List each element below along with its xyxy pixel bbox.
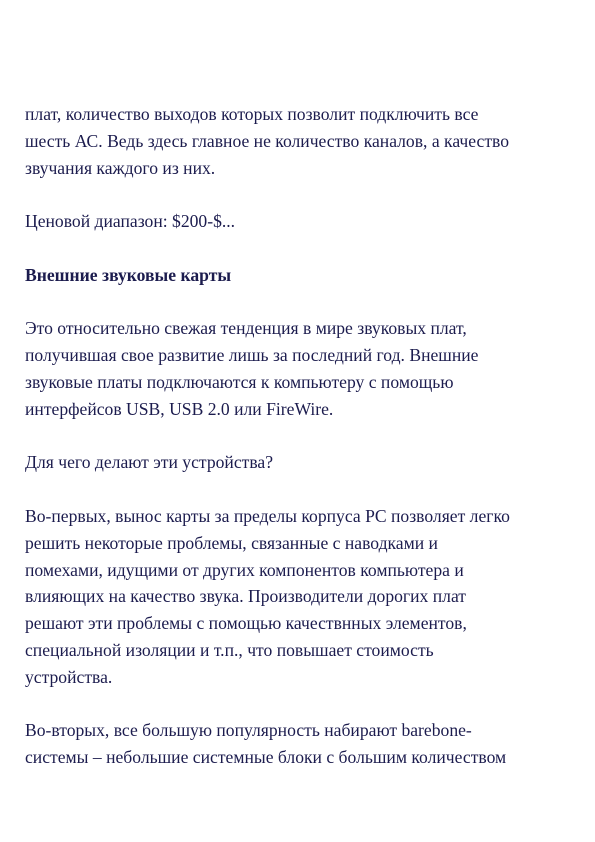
text-line: Это относительно свежая тенденция в мире звуковых плат, xyxy=(25,318,467,339)
text-line: помехами, идущими от других компонентов компьютера и xyxy=(25,559,464,580)
text-line: интерфейсов USB, USB 2.0 или FireWire. xyxy=(25,398,334,419)
document-page xyxy=(25,101,585,798)
paragraph-question xyxy=(25,449,585,476)
paragraph-first-reason xyxy=(25,503,585,691)
text-line: Во-вторых, все большую популярность набирают barebone- xyxy=(25,720,472,741)
paragraph-price-range xyxy=(25,208,585,235)
text-line: решить некоторые проблемы, связанные с наводками и xyxy=(25,532,438,553)
text-line: Ценовой диапазон: $200-$... xyxy=(25,211,236,232)
text-line: звучания каждого из них. xyxy=(25,157,216,178)
heading-text: Внешние звуковые карты xyxy=(25,264,232,285)
text-line: звуковые платы подключаются к компьютеру с помощью xyxy=(25,371,454,392)
paragraph-output-quality xyxy=(25,101,585,181)
section-heading xyxy=(25,262,585,289)
text-line: шесть АС. Ведь здесь главное не количество каналов, а качество xyxy=(25,130,510,151)
text-line: устройства. xyxy=(25,666,113,687)
text-line: Во-первых, вынос карты за пределы корпуса PC позволяет легко xyxy=(25,505,510,526)
paragraph-external-cards-intro xyxy=(25,315,585,422)
text-line: влияющих на качество звука. Производители дорогих плат xyxy=(25,586,466,607)
text-line: системы – небольшие системные блоки с большим количеством xyxy=(25,747,507,768)
text-line: получившая свое развитие лишь за последний год. Внешние xyxy=(25,345,479,366)
text-line: специальной изоляции и т.п., что повышает стоимость xyxy=(25,639,434,660)
paragraph-second-reason xyxy=(25,717,585,771)
text-line: плат, количество выходов которых позволит подключить все xyxy=(25,104,479,124)
text-line: решают эти проблемы с помощью качествнных элементов, xyxy=(25,613,467,634)
text-line: Для чего делают эти устройства? xyxy=(25,452,274,473)
